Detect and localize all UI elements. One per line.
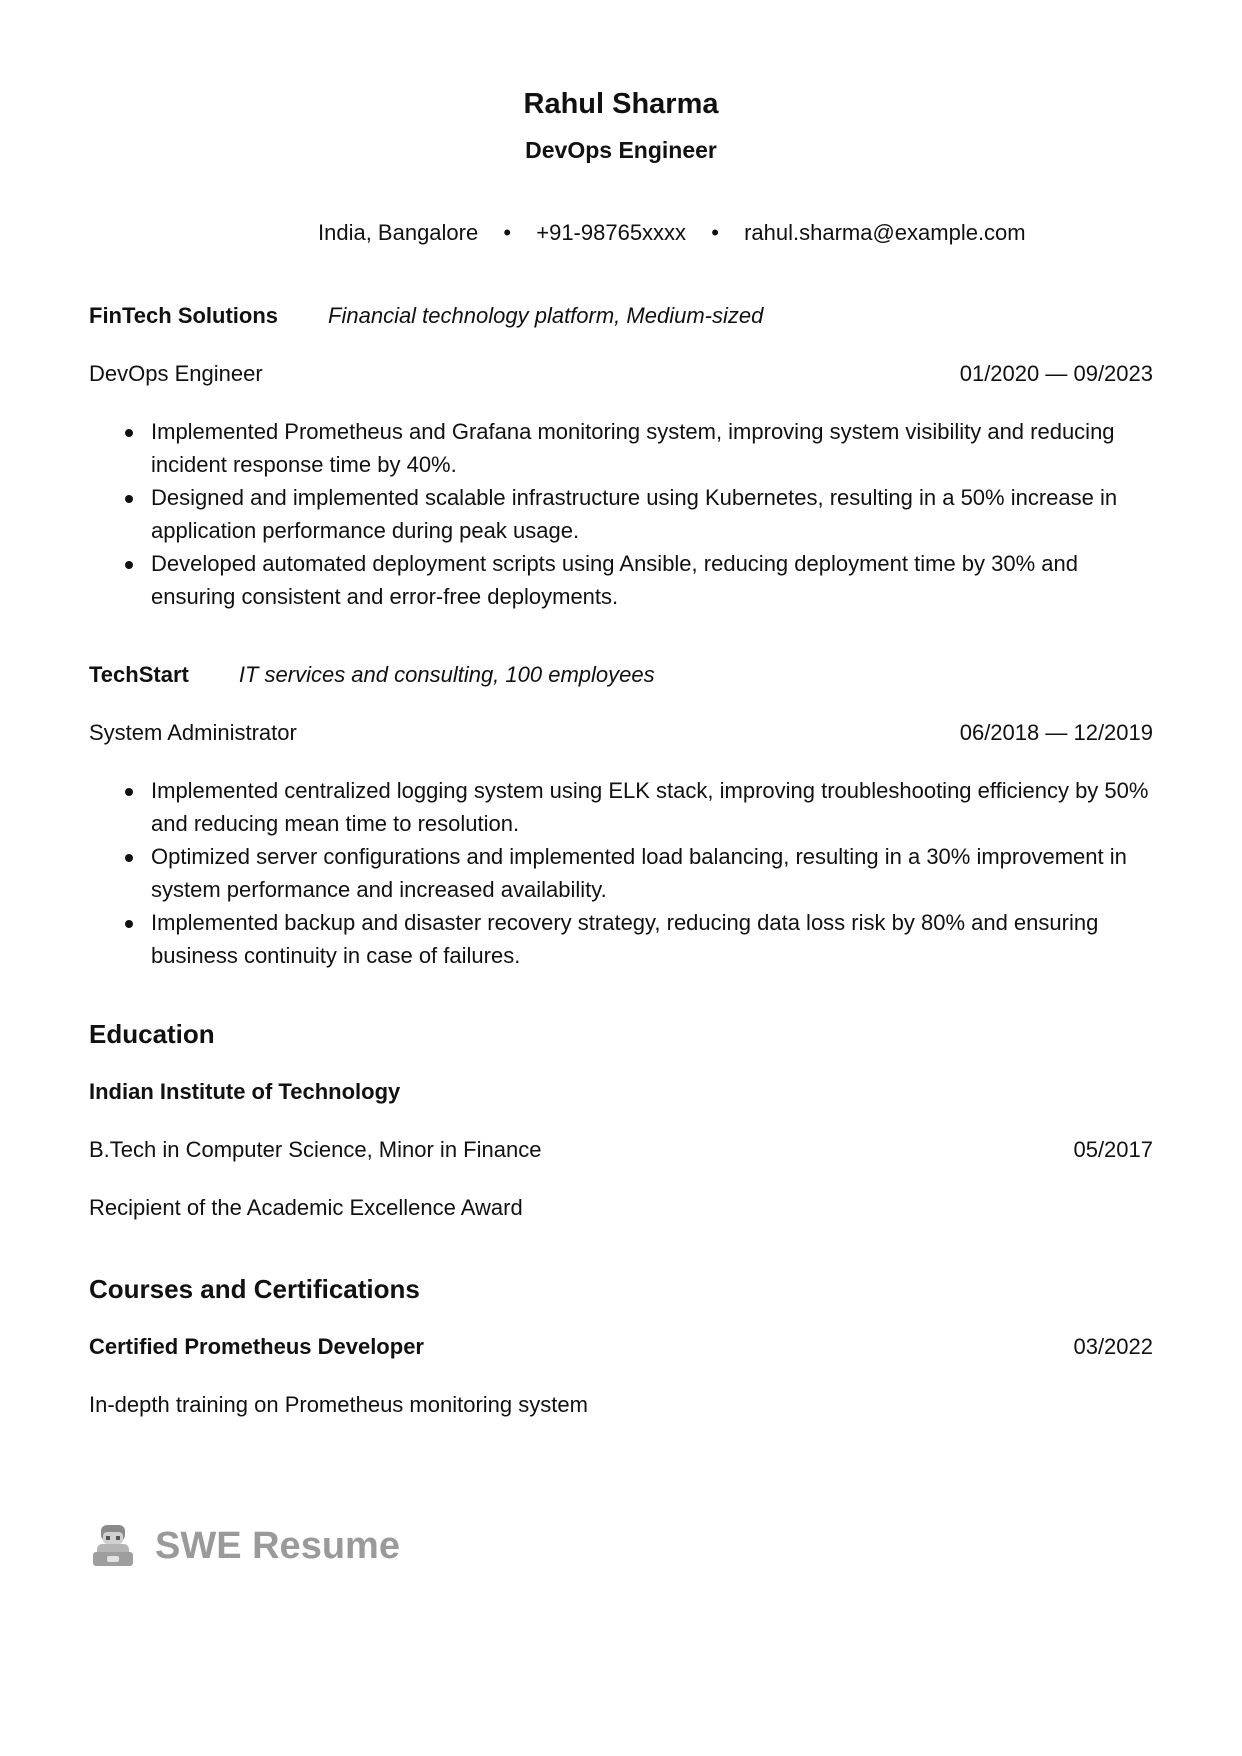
list-item [89,481,1153,547]
education-note-row [89,1193,1153,1223]
list-item [89,774,1153,840]
degree: B.Tech in Computer Science, Minor in Finance [89,1137,542,1162]
job-dates: 06/2018 — 12/2019 [959,720,1153,745]
achievement-list [89,415,1153,613]
courses-heading: Courses and Certifications [89,1274,420,1304]
course-name: Certified Prometheus Developer [89,1334,424,1359]
bullet-text: Implemented centralized logging system using ELK stack, improving troubleshooting efficiency by 50% and reducing mean time to resolution. [151,778,1149,836]
list-item [89,547,1153,613]
course-row [89,1332,1153,1362]
bullet-icon [125,429,133,437]
experience-header [89,660,1153,690]
bullet-text: Developed automated deployment scripts using Ansible, reducing deployment time by 30% and ensuring consistent and error-free deployments. [151,551,1078,609]
experience-entry [89,660,1153,972]
contact-separator: • [503,220,512,245]
contact-location: India, Bangalore [318,220,479,245]
bullet-icon [125,788,133,796]
education-heading: Education [89,1019,215,1049]
contact-separator: • [711,220,719,245]
company-name: TechStart [89,662,189,687]
contact-email[interactable]: rahul.sharma@example.com [744,220,1026,245]
bullet-icon [125,854,133,862]
contact-line [318,218,1026,248]
school-name: Indian Institute of Technology [89,1079,401,1104]
logo-text: SWE Resume [155,1525,400,1567]
bullet-text: Implemented backup and disaster recovery strategy, reducing data loss risk by 80% and ensuring business continuity in case of failures. [151,910,1099,968]
achievement-list [89,774,1153,972]
bullet-icon [125,495,133,503]
education-degree-row [89,1135,1153,1165]
graduation-date: 05/2017 [1073,1137,1153,1162]
swe-resume-logo [89,1522,400,1570]
list-item [89,415,1153,481]
role-row [89,718,1153,748]
bullet-icon [125,561,133,569]
list-item [89,906,1153,972]
job-dates: 01/2020 — 09/2023 [959,361,1153,386]
job-role: System Administrator [89,720,297,745]
bullet-icon [125,920,133,928]
bullet-text: Designed and implemented scalable infrastructure using Kubernetes, resulting in a 50% increase in application performance during peak usage. [151,485,1118,543]
course-description-row [89,1390,1153,1420]
role-row [89,359,1153,389]
bullet-text: Optimized server configurations and implemented load balancing, resulting in a 30% improvement in system performance and increased availability. [151,844,1127,902]
experience-entry [89,301,1153,613]
company-name: FinTech Solutions [89,303,279,328]
education-school-row [89,1077,1153,1107]
job-role: DevOps Engineer [89,361,263,386]
company-description: IT services and consulting, 100 employees [238,662,655,687]
experience-header [89,301,1153,331]
developer-avatar-icon [89,1522,137,1570]
education-note: Recipient of the Academic Excellence Award [89,1195,523,1220]
bullet-text: Implemented Prometheus and Grafana monitoring system, improving system visibility and reducing incident response time by 40%. [151,419,1115,477]
list-item [89,840,1153,906]
course-description: In-depth training on Prometheus monitoring system [89,1392,588,1417]
course-date: 03/2022 [1073,1334,1153,1359]
contact-phone: +91-98765xxxx [536,220,687,245]
candidate-title: DevOps Engineer [525,137,717,163]
company-description: Financial technology platform, Medium-sized [328,303,764,328]
candidate-name: Rahul Sharma [523,88,719,120]
